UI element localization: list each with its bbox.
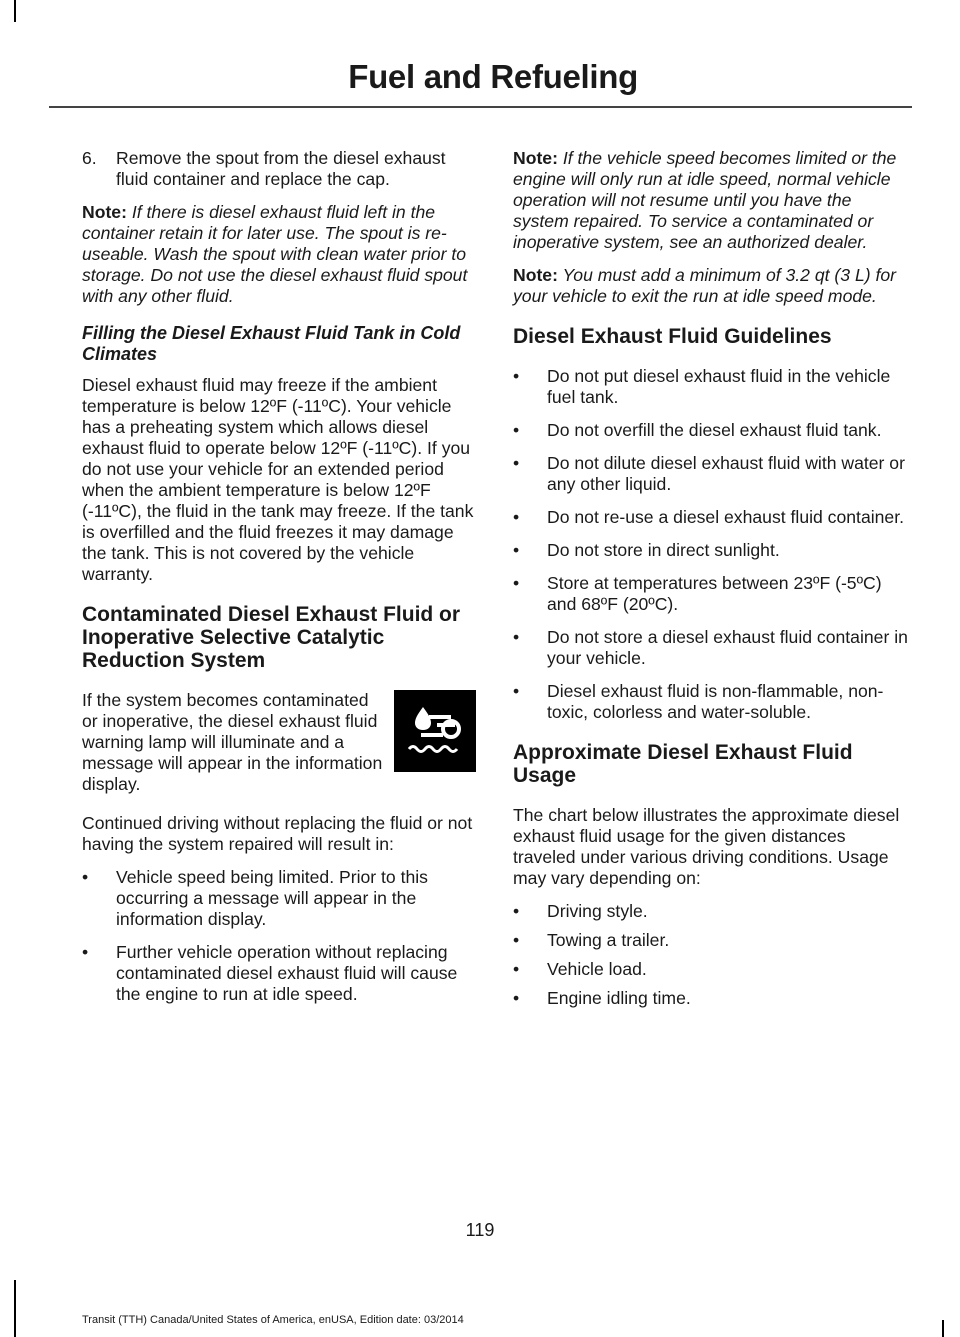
continued-driving-text: Continued driving without replacing the fluid or not having the system repaired will result in: bbox=[82, 813, 473, 854]
list-item bbox=[513, 627, 910, 669]
bullet: • bbox=[513, 420, 520, 440]
bullet: • bbox=[513, 959, 520, 979]
header-divider bbox=[49, 106, 912, 108]
list-item bbox=[513, 453, 910, 495]
usage-text: The chart below illustrates the approximate diesel exhaust fluid usage for the given distances traveled under various driving conditions. Usage may vary depending on: bbox=[513, 805, 900, 888]
list-item bbox=[513, 959, 910, 980]
list-item-text: Diesel exhaust fluid is non-flammable, non-toxic, colorless and water-soluble. bbox=[547, 681, 884, 722]
bullet: • bbox=[513, 507, 520, 527]
bullet: • bbox=[513, 681, 520, 701]
step-text: Remove the spout from the diesel exhaust fluid container and replace the cap. bbox=[116, 148, 446, 189]
list-item bbox=[513, 988, 910, 1009]
list-item-text: Driving style. bbox=[547, 901, 648, 921]
section-title: Fuel and Refueling bbox=[348, 58, 638, 95]
list-item-text: Do not re-use a diesel exhaust fluid container. bbox=[547, 507, 904, 527]
list-item bbox=[82, 867, 476, 930]
cold-climates-heading: Filling the Diesel Exhaust Fluid Tank in Cold Climates bbox=[82, 323, 461, 364]
crop-mark bbox=[14, 0, 16, 22]
list-item-text: Do not overfill the diesel exhaust fluid tank. bbox=[547, 420, 882, 440]
list-item-text: Do not put diesel exhaust fluid in the vehicle fuel tank. bbox=[547, 366, 891, 407]
bullet: • bbox=[513, 540, 520, 560]
footer-edition: Transit (TTH) Canada/United States of America, enUSA, Edition date: 03/2014 bbox=[82, 1314, 464, 1326]
crop-mark bbox=[14, 1280, 16, 1337]
step-6 bbox=[82, 148, 476, 190]
guidelines-list bbox=[513, 366, 910, 723]
list-item bbox=[513, 573, 910, 615]
list-item-text: Towing a trailer. bbox=[547, 930, 670, 950]
list-item bbox=[513, 420, 910, 441]
note-text: You must add a minimum of 3.2 qt (3 L) for your vehicle to exit the run at idle speed mode. bbox=[513, 265, 897, 306]
note bbox=[513, 265, 910, 307]
def-warning-lamp-icon bbox=[394, 690, 476, 772]
list-item-text: Vehicle load. bbox=[547, 959, 647, 979]
bullet: • bbox=[513, 930, 520, 950]
list-item-text: Do not store a diesel exhaust fluid container in your vehicle. bbox=[547, 627, 908, 668]
note-label: Note: bbox=[513, 148, 558, 168]
contaminated-heading: Contaminated Diesel Exhaust Fluid or Inoperative Selective Catalytic Reduction System bbox=[82, 603, 461, 672]
list-item bbox=[513, 930, 910, 951]
list-item bbox=[513, 366, 910, 408]
bullet: • bbox=[513, 901, 520, 921]
bullet: • bbox=[513, 627, 520, 647]
note-text: If the vehicle speed becomes limited or the engine will only run at idle speed, normal vehicle operation will not resume until you have the system repaired. To service a contaminated or inoperative system, see an authorized dealer. bbox=[513, 148, 897, 252]
note bbox=[82, 202, 476, 307]
list-item-text: Engine idling time. bbox=[547, 988, 691, 1008]
bullet: • bbox=[513, 366, 520, 386]
bullet: • bbox=[513, 573, 520, 593]
bullet: • bbox=[513, 988, 520, 1008]
cold-climates-text: Diesel exhaust fluid may freeze if the ambient temperature is below 12ºF (-11ºC). Your vehicle has a preheating system which allows diesel exhaust fluid to operate below 12ºF (-11ºC). If you do not use your vehicle for an extended period when the ambient temperature is below 12ºF (-11ºC), the fluid in the tank may freeze. If the tank is overfilled and the fluid freezes it may damage the tank. This is not covered by the vehicle warranty. bbox=[82, 375, 474, 584]
usage-heading: Approximate Diesel Exhaust Fluid Usage bbox=[513, 741, 853, 787]
list-item-text: Do not store in direct sunlight. bbox=[547, 540, 780, 560]
list-item bbox=[513, 540, 910, 561]
note bbox=[513, 148, 910, 253]
list-item bbox=[513, 681, 910, 723]
usage-factors-list bbox=[513, 901, 910, 1009]
list-item-text: Vehicle speed being limited. Prior to this occurring a message will appear in the information display. bbox=[116, 867, 428, 929]
right-column bbox=[513, 148, 910, 1021]
note-label: Note: bbox=[513, 265, 558, 285]
bullet: • bbox=[513, 453, 520, 473]
note-text: If there is diesel exhaust fluid left in the container retain it for later use. The spout is re-useable. Wash the spout with clean water prior to storage. Do not use the diesel exhaust fluid spout with any other fluid. bbox=[82, 202, 468, 306]
crop-mark bbox=[942, 1320, 944, 1337]
left-column bbox=[82, 148, 476, 1017]
bullet: • bbox=[82, 867, 89, 887]
list-item-text: Do not dilute diesel exhaust fluid with water or any other liquid. bbox=[547, 453, 905, 494]
list-item bbox=[513, 901, 910, 922]
step-number: 6. bbox=[82, 148, 97, 168]
list-item-text: Further vehicle operation without replacing contaminated diesel exhaust fluid will cause the engine to run at idle speed. bbox=[116, 942, 458, 1004]
consequence-list bbox=[82, 867, 476, 1005]
page-number: 119 bbox=[465, 1220, 495, 1240]
list-item bbox=[82, 942, 476, 1005]
contaminated-text: If the system becomes contaminated or inoperative, the diesel exhaust fluid warning lamp will illuminate and a message will appear in the information display. bbox=[82, 690, 383, 794]
list-item-text: Store at temperatures between 23ºF (-5ºC) and 68ºF (20ºC). bbox=[547, 573, 882, 614]
list-item bbox=[513, 507, 910, 528]
note-label: Note: bbox=[82, 202, 127, 222]
guidelines-heading: Diesel Exhaust Fluid Guidelines bbox=[513, 325, 832, 348]
bullet: • bbox=[82, 942, 89, 962]
